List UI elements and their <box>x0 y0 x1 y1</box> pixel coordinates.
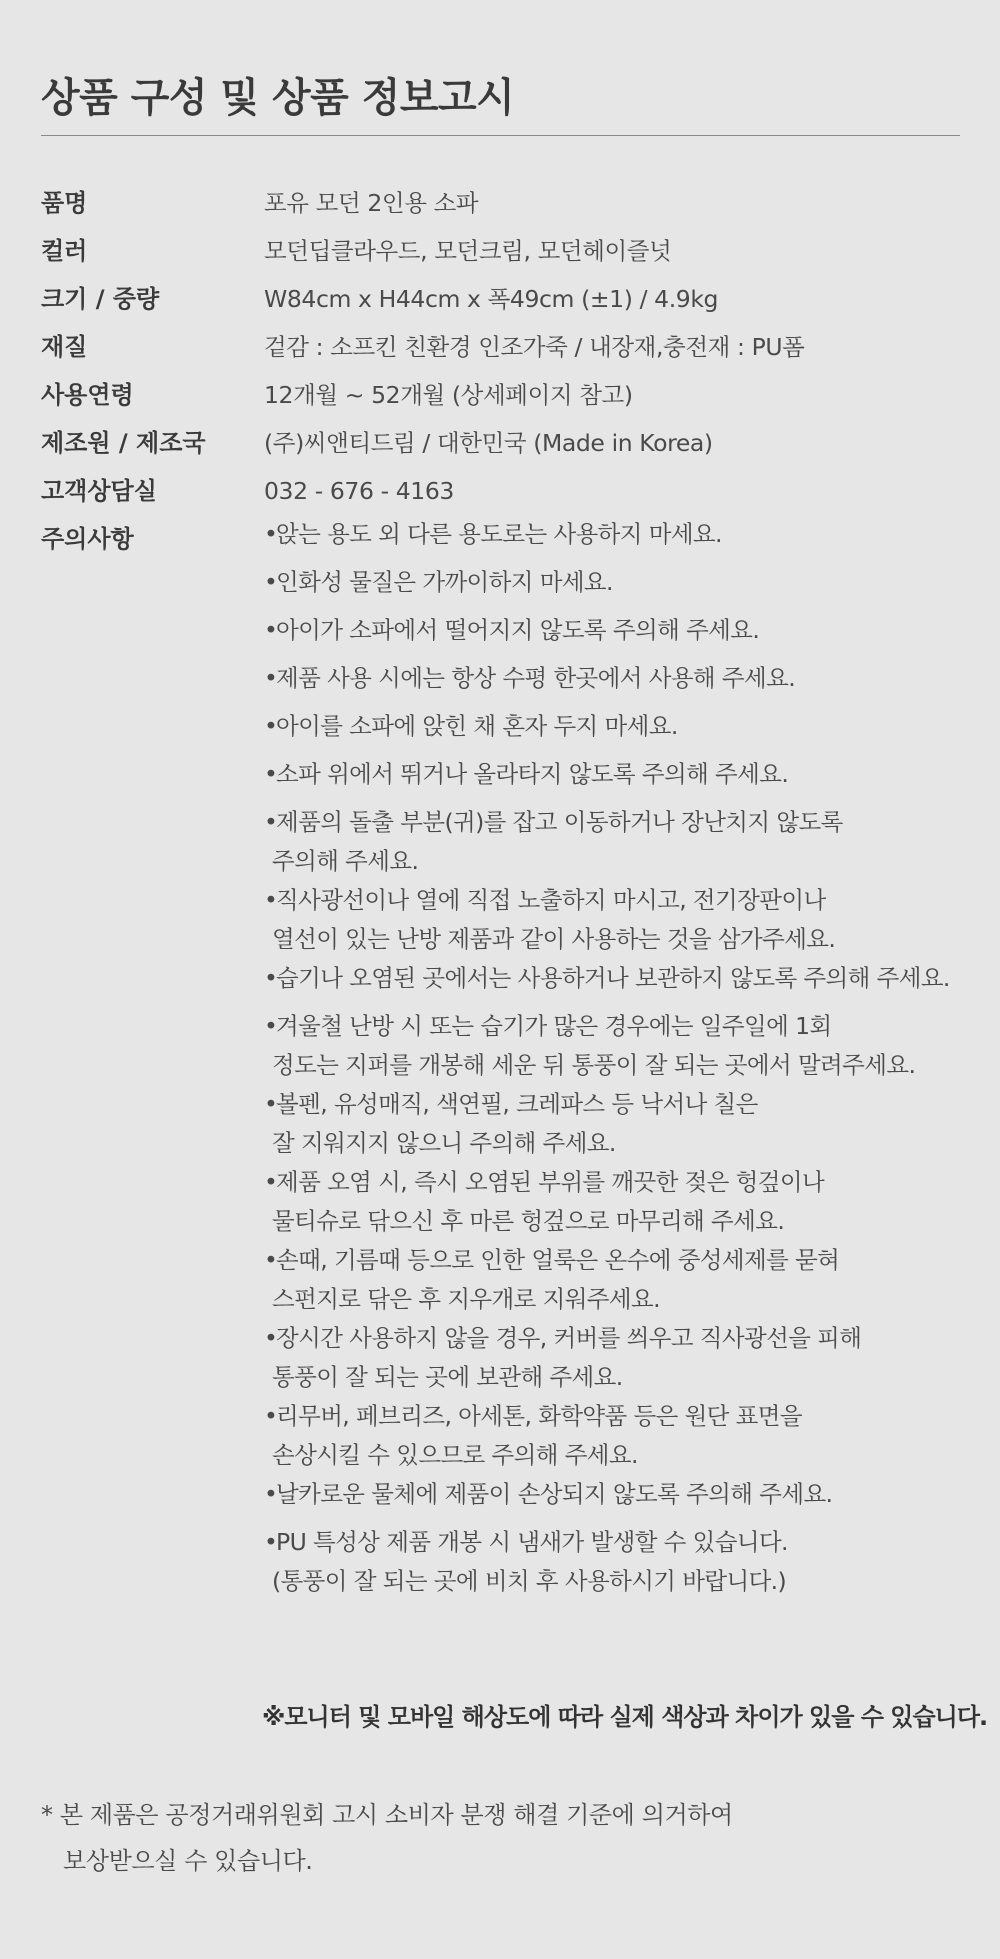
caution-text-continued: 잘 지워지지 않으니 주의해 주세요. <box>272 1129 616 1157</box>
bullet-icon: • <box>264 1324 278 1352</box>
spec-value: 포유 모던 2인용 소파 <box>264 189 479 217</box>
bullet-icon: • <box>264 664 278 692</box>
caution-text: 습기나 오염된 곳에서는 사용하거나 보관하지 않도록 주의해 주세요. <box>276 964 950 992</box>
bullet-icon: • <box>264 520 278 548</box>
bullet-icon: • <box>264 1528 278 1556</box>
caution-text: 앉는 용도 외 다른 용도로는 사용하지 마세요. <box>276 520 722 548</box>
caution-text: PU 특성상 제품 개봉 시 냄새가 발생할 수 있습니다. <box>276 1528 788 1556</box>
spec-label: 품명 <box>41 189 88 217</box>
caution-text: 아이를 소파에 앉힌 채 혼자 두지 마세요. <box>276 712 678 740</box>
bullet-icon: • <box>264 886 278 914</box>
footnote-line: 보상받으실 수 있습니다. <box>63 1847 313 1875</box>
caution-item <box>264 563 984 611</box>
caution-item <box>264 1475 984 1523</box>
dispute-footnote <box>41 1792 733 1884</box>
caution-text: 겨울철 난방 시 또는 습기가 많은 경우에는 일주일에 1회 <box>276 1012 832 1040</box>
caution-text: 제품 오염 시, 즉시 오염된 부위를 깨끗한 젖은 헝겊이나 <box>276 1168 825 1196</box>
spec-row-name <box>41 179 971 227</box>
caution-text-continued: 주의해 주세요. <box>272 847 419 875</box>
title-divider <box>41 135 960 136</box>
caution-item <box>264 1241 984 1319</box>
caution-text-continued: 손상시킬 수 있으므로 주의해 주세요. <box>272 1441 638 1469</box>
bullet-icon: • <box>264 1402 278 1430</box>
spec-label: 고객상담실 <box>41 477 157 505</box>
caution-item <box>264 1085 984 1163</box>
caution-text: 볼펜, 유성매직, 색연필, 크레파스 등 낙서나 칠은 <box>276 1090 758 1118</box>
spec-value: (주)씨앤티드림 / 대한민국 (Made in Korea) <box>264 429 713 457</box>
caution-text-continued: (통풍이 잘 되는 곳에 비치 후 사용하시기 바랍니다.) <box>272 1567 787 1595</box>
caution-text: 날카로운 물체에 제품이 손상되지 않도록 주의해 주세요. <box>276 1480 833 1508</box>
bullet-icon: • <box>264 1012 278 1040</box>
caution-item <box>264 803 984 881</box>
bullet-icon: • <box>264 964 278 992</box>
caution-item <box>264 959 984 1007</box>
caution-text: 아이가 소파에서 떨어지지 않도록 주의해 주세요. <box>276 616 760 644</box>
spec-row-customer-service <box>41 467 971 515</box>
caution-text-continued: 스펀지로 닦은 후 지우개로 지워주세요. <box>272 1285 660 1313</box>
spec-value: 겉감 : 소프킨 친환경 인조가죽 / 내장재,충전재 : PU폼 <box>264 333 805 361</box>
spec-label: 크기 / 중량 <box>41 285 160 313</box>
spec-value: 모던딥클라우드, 모던크림, 모던헤이즐넛 <box>264 237 672 265</box>
bullet-icon: • <box>264 1246 278 1274</box>
spec-row-manufacturer <box>41 419 971 467</box>
spec-label: 제조원 / 제조국 <box>41 429 206 457</box>
bullet-icon: • <box>264 568 278 596</box>
bullet-icon: • <box>264 808 278 836</box>
bullet-icon: • <box>264 712 278 740</box>
spec-row-color <box>41 227 971 275</box>
caution-item <box>264 1319 984 1397</box>
spec-row-size-weight <box>41 275 971 323</box>
caution-text: 직사광선이나 열에 직접 노출하지 마시고, 전기장판이나 <box>276 886 826 914</box>
caution-item <box>264 1007 984 1085</box>
caution-text: 제품 사용 시에는 항상 수평 한곳에서 사용해 주세요. <box>276 664 796 692</box>
spec-label: 컬러 <box>41 237 88 265</box>
bullet-icon: • <box>264 616 278 644</box>
caution-item <box>264 755 984 803</box>
bullet-icon: • <box>264 1480 278 1508</box>
spec-row-age <box>41 371 971 419</box>
cautions-label: 주의사항 <box>41 525 134 553</box>
spec-value: W84cm x H44cm x 폭49cm (±1) / 4.9kg <box>264 285 719 313</box>
footnote-line: * 본 제품은 공정거래위원회 고시 소비자 분쟁 해결 기준에 의거하여 <box>41 1801 733 1829</box>
spec-row-material <box>41 323 971 371</box>
caution-item <box>264 1163 984 1241</box>
spec-value: 12개월 ~ 52개월 (상세페이지 참고) <box>264 381 633 409</box>
bullet-icon: • <box>264 1168 278 1196</box>
caution-item <box>264 881 984 959</box>
caution-text: 장시간 사용하지 않을 경우, 커버를 씌우고 직사광선을 피해 <box>276 1324 862 1352</box>
caution-text-continued: 물티슈로 닦으신 후 마른 헝겊으로 마무리해 주세요. <box>272 1207 785 1235</box>
caution-text: 제품의 돌출 부분(귀)를 잡고 이동하거나 장난치지 않도록 <box>276 808 843 836</box>
caution-text: 소파 위에서 뛰거나 올라타지 않도록 주의해 주세요. <box>276 760 789 788</box>
spec-label: 사용연령 <box>41 381 134 409</box>
caution-item <box>264 659 984 707</box>
caution-item <box>264 1397 984 1475</box>
color-notice: ※모니터 및 모바일 해상도에 따라 실제 색상과 차이가 있을 수 있습니다. <box>262 1703 988 1731</box>
page-title: 상품 구성 및 상품 정보고시 <box>41 75 515 121</box>
caution-text: 인화성 물질은 가까이하지 마세요. <box>276 568 613 596</box>
caution-text: 손때, 기름때 등으로 인한 얼룩은 온수에 중성세제를 묻혀 <box>276 1246 840 1274</box>
caution-text: 리무버, 페브리즈, 아세톤, 화학약품 등은 원단 표면을 <box>276 1402 802 1430</box>
caution-item <box>264 611 984 659</box>
caution-text-continued: 정도는 지퍼를 개봉해 세운 뒤 통풍이 잘 되는 곳에서 말려주세요. <box>272 1051 916 1079</box>
bullet-icon: • <box>264 1090 278 1118</box>
caution-item <box>264 707 984 755</box>
caution-text-continued: 열선이 있는 난방 제품과 같이 사용하는 것을 삼가주세요. <box>272 925 836 953</box>
bullet-icon: • <box>264 760 278 788</box>
spec-label: 재질 <box>41 333 88 361</box>
caution-text-continued: 통풍이 잘 되는 곳에 보관해 주세요. <box>272 1363 623 1391</box>
cautions-list <box>264 515 984 1601</box>
spec-table <box>41 179 971 515</box>
spec-value: 032 - 676 - 4163 <box>264 477 454 505</box>
caution-item <box>264 1523 984 1601</box>
caution-item <box>264 515 984 563</box>
